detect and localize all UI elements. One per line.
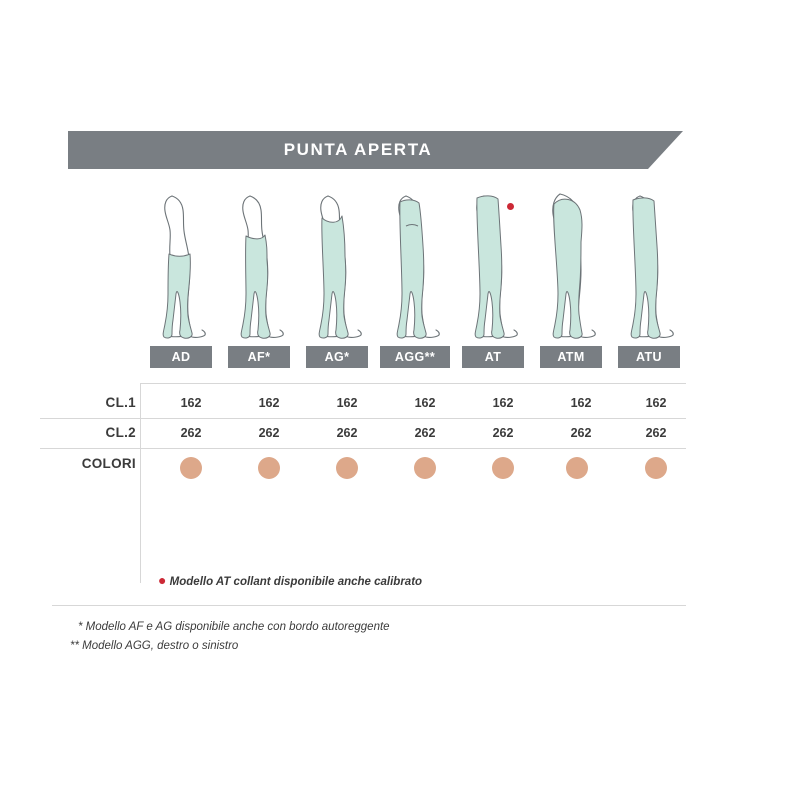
model-label-af[interactable]: AF* [228, 346, 290, 368]
color-swatch-agg[interactable] [414, 457, 436, 479]
cell-cl1-af: 162 [258, 396, 280, 410]
banner-title: PUNTA APERTA [283, 140, 433, 159]
calibrated-dot-marker-icon [507, 203, 514, 210]
figure-at [454, 190, 532, 340]
row-label-cl1: CL.1 [105, 395, 136, 410]
figure-ag [298, 190, 376, 340]
table-divider-cl2 [40, 448, 686, 449]
figure-ad [142, 190, 220, 340]
cell-cl1-ad: 162 [180, 396, 202, 410]
color-swatch-atu[interactable] [645, 457, 667, 479]
cell-cl1-ag: 162 [336, 396, 358, 410]
color-swatch-ad[interactable] [180, 457, 202, 479]
cell-cl1-at: 162 [492, 396, 514, 410]
color-swatch-ag[interactable] [336, 457, 358, 479]
model-label-at[interactable]: AT [462, 346, 524, 368]
cell-cl1-agg: 162 [414, 396, 436, 410]
red-bullet-icon: ● [158, 572, 167, 588]
red-note [158, 572, 422, 588]
footnote-divider [52, 605, 686, 606]
cell-cl2-ag: 262 [336, 426, 358, 440]
cell-cl2-at: 262 [492, 426, 514, 440]
model-label-atm[interactable]: ATM [540, 346, 602, 368]
footnote-single-asterisk: * Modello AF e AG disponibile anche con bordo autoreggente [78, 621, 390, 633]
figure-atu [610, 190, 688, 340]
cell-cl2-agg: 262 [414, 426, 436, 440]
table-divider-left [140, 383, 141, 583]
cell-cl1-atu: 162 [645, 396, 667, 410]
model-label-ag[interactable]: AG* [306, 346, 368, 368]
banner [68, 131, 683, 169]
red-note-text: Modello AT collant disponibile anche calibrato [169, 576, 423, 588]
model-labels-row [140, 346, 690, 368]
cell-cl2-ad: 262 [180, 426, 202, 440]
footnote-double-asterisk: ** Modello AGG, destro o sinistro [70, 640, 239, 652]
figure-agg [376, 190, 454, 340]
color-swatch-af[interactable] [258, 457, 280, 479]
row-label-cl2: CL.2 [105, 425, 136, 440]
model-label-ad[interactable]: AD [150, 346, 212, 368]
table-divider-cl1 [40, 418, 686, 419]
cell-cl2-atu: 262 [645, 426, 667, 440]
cell-cl2-atm: 262 [570, 426, 592, 440]
row-label-colori: COLORI [81, 456, 136, 471]
table-divider-top [140, 383, 686, 384]
figure-atm [532, 190, 610, 340]
model-label-agg[interactable]: AGG** [380, 346, 450, 368]
cell-cl1-atm: 162 [570, 396, 592, 410]
color-swatch-at[interactable] [492, 457, 514, 479]
cell-cl2-af: 262 [258, 426, 280, 440]
figures-row [140, 190, 690, 340]
model-label-atu[interactable]: ATU [618, 346, 680, 368]
figure-af [220, 190, 298, 340]
color-swatch-atm[interactable] [566, 457, 588, 479]
